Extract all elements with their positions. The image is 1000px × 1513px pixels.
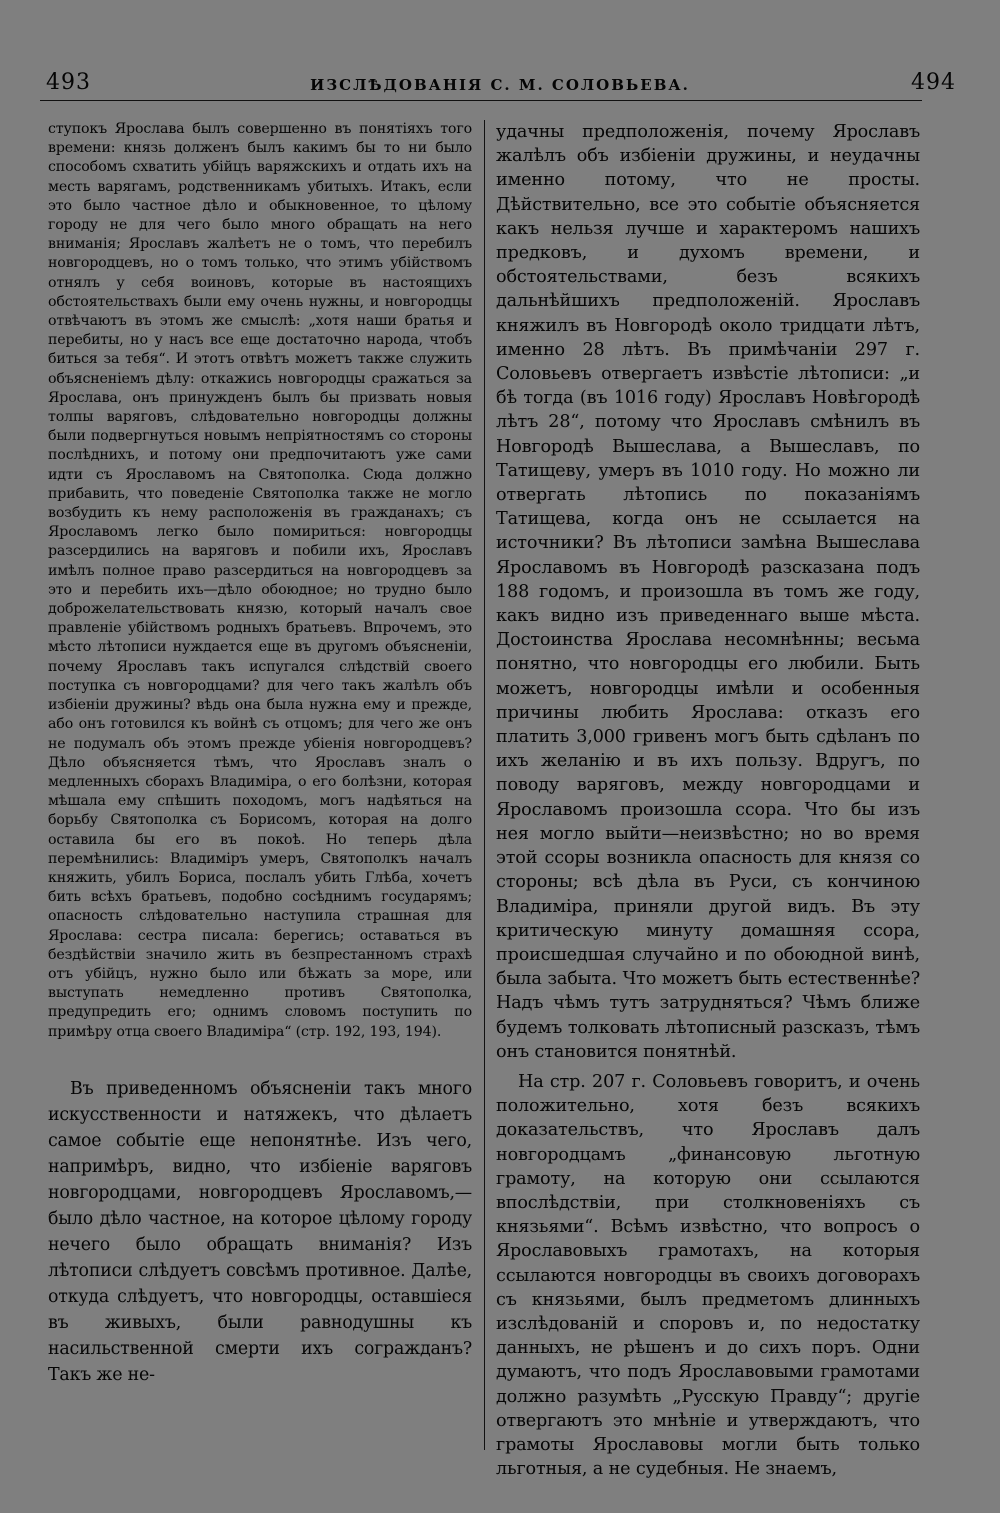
body-paragraph: Въ приведенномъ объясненіи такъ много искусственности и натяжекъ, что дѣлаетъ самое событіе еще непонятнѣе. Изъ чего, напримѣръ, видно, что избіеніе варяговъ новгородцами, новгородцевъ Ярославомъ,—было дѣло частное, на которое цѣлому городу нечего было обращать вниманія? Изъ лѣтописи слѣдуетъ совсѣмъ противное. Далѣе, откуда слѣдуетъ, что новгородцы, оставшіеся въ живыхъ, были равнодушны къ насильственной смерти ихъ согражданъ? Такъ же не-: [48, 1078, 472, 1385]
header-rule: [40, 100, 922, 101]
right-column: [496, 120, 920, 1481]
body-paragraph: На стр. 207 г. Соловьевъ говоритъ, и очень положительно, хотя безъ всякихъ доказательствъ, что Ярославъ далъ новгородцамъ „финансовую льготную грамоту, на которую они ссылаются впослѣдствіи, при столкновеніяхъ съ князьями“. Всѣмъ извѣстно, что вопросъ о Ярославовыхъ грамотахъ, на которыя ссылаются новгородцы въ своихъ договорахъ съ князьями, былъ предметомъ длинныхъ изслѣдованій и споровъ и, по недостатку данныхъ, не рѣшенъ и до сихъ поръ. Одни думаютъ, что подъ Ярославовыми грамотами должно разумѣть „Русскую Правду“; другіе отвергаютъ это мнѣніе и утверждаютъ, что грамоты Ярославовы могли быть только льготныя, а не судебныя. Не знаемъ,: [496, 1071, 920, 1480]
quoted-passage: ступокъ Ярослава былъ совершенно въ понятіяхъ того времени: князь долженъ былъ какимъ бы то ни было способомъ схватить убійцъ варяжскихъ и отдать ихъ на месть варягамъ, родственникамъ убитыхъ. Итакъ, если это было частное дѣло и обыкновенное, то цѣлому городу не для чего было много обращать на него вниманія; Ярославъ жалѣетъ не о томъ, что перебилъ новгородцевъ, но о томъ только, что этимъ убійствомъ отнялъ у себя воиновъ, которые въ настоящихъ обстоятельствахъ были ему очень нужны, и новгородцы отвѣчаютъ въ этомъ же смыслѣ: „хотя наши братья и перебиты, но у насъ все еще достаточно народа, чтобъ биться за тебя“. И этотъ отвѣтъ можетъ также служить объясненіемъ дѣлу: откажись новгородцы сражаться за Ярослава, онъ принужденъ былъ бы призвать новыя толпы варяговъ, слѣдовательно новгородцы должны были подвергнуться новымъ непріятностямъ со стороны послѣднихъ, и потому они предпочитаютъ уже сами идти съ Ярославомъ на Святополка. Сюда должно прибавить, что поведеніе Святополка также не могло возбудить къ нему расположенія въ гражданахъ; съ Ярославомъ легко было помириться: новгородцы разсердились на варяговъ и побили ихъ, Ярославъ имѣлъ полное право разсердиться на новгородцевъ за это и перебить ихъ—дѣло обоюдное; но трудно было доброжелательствовать князю, который началъ свое правленіе убійствомъ родныхъ братьевъ. Впрочемъ, это мѣсто лѣтописи нуждается еще въ другомъ объясненіи, почему Ярославъ такъ испугался слѣдствій своего поступка съ новгородцами? для чего такъ жалѣлъ объ избіеніи дружины? вѣдь она была нужна ему и прежде, або онъ готовился къ войнѣ съ отцомъ; для чего же онъ не подумалъ объ этомъ прежде убіенія новгородцевъ? Дѣло объясняется тѣмъ, что Ярославъ зналъ о медленныхъ сборахъ Владиміра, о его болѣзни, которая мѣшала ему спѣшить походомъ, могъ надѣяться на борьбу Святополка съ Борисомъ, которая на долго оставила бы его въ покоѣ. Но теперь дѣла перемѣнились: Владиміръ умеръ, Святополкъ началъ княжить, убилъ Бориса, послалъ убить Глѣба, хочетъ бить всѣхъ братьевъ, подобно сосѣднимъ государямъ; опасность слѣдовательно наступила страшная для Ярослава: сестра писала: берегись; оставаться въ бездѣйствіи значило жить въ безпрестанномъ страхѣ отъ убійцъ, нужно было или бѣжать за море, или выступать немедленно противъ Святополка, предупредить его; однимъ словомъ поступить по примѣру отца своего Владиміра“ (стр. 192, 193, 194).: [48, 121, 472, 1040]
page-number-right: 494: [911, 70, 956, 95]
left-column: [48, 120, 472, 1388]
page-number-left: 493: [46, 70, 91, 95]
running-title: ИЗСЛѢДОВАНІЯ С. М. СОЛОВЬЕВА.: [310, 76, 690, 94]
column-divider: [484, 120, 485, 1450]
running-header: [40, 70, 960, 100]
body-paragraph: удачны предположенія, почему Ярославъ жалѣлъ объ избіеніи дружины, и неудачны именно потому, что не просты. Дѣйствительно, все это событіе объясняется какъ нельзя лучше и характеромъ нашихъ предковъ, и духомъ времени, и обстоятельствами, безъ всякихъ дальнѣйшихъ предположеній. Ярославъ княжилъ въ Новгородѣ около тридцати лѣтъ, именно 28 лѣтъ. Въ примѣчаніи 297 г. Соловьевъ отвергаетъ извѣстіе лѣтописи: „и бѣ тогда (въ 1016 году) Ярославъ Новѣгородѣ лѣтъ 28“, потому что Ярославъ смѣнилъ въ Новгородѣ Вышеслава, а Вышеславъ, по Татищеву, умеръ въ 1010 году. Но можно ли отвергать лѣтопись по показаніямъ Татищева, когда онъ не ссылается на источники? Въ лѣтописи замѣна Вышеслава Ярославомъ въ Новгородѣ разсказана подъ 188 годомъ, и произошла въ томъ же году, какъ видно изъ приведеннаго выше мѣста. Достоинства Ярослава несомнѣнны; весьма понятно, что новгородцы его любили. Быть можетъ, новгородцы имѣли и особенныя причины любить Ярослава: отказъ его платить 3,000 гривенъ могъ быть сдѣланъ по ихъ желанію и въ ихъ пользу. Вдругъ, по поводу варяговъ, между новгородцами и Ярославомъ произошла ссора. Что бы изъ нея могло выйти—неизвѣстно; но во время этой ссоры возникла опасность для князя со стороны; всѣ дѣла въ Руси, съ кончиною Владиміра, приняли другой видъ. Въ эту критическую минуту домашняя ссора, происшедшая случайно и по обоюдной винѣ, была забыта. Что можетъ быть естественнѣе? Надъ чѣмъ тутъ затрудняться? Чѣмъ ближе будемъ толковать лѣтописный разсказъ, тѣмъ онъ становится понятнѣй.: [496, 122, 920, 1062]
